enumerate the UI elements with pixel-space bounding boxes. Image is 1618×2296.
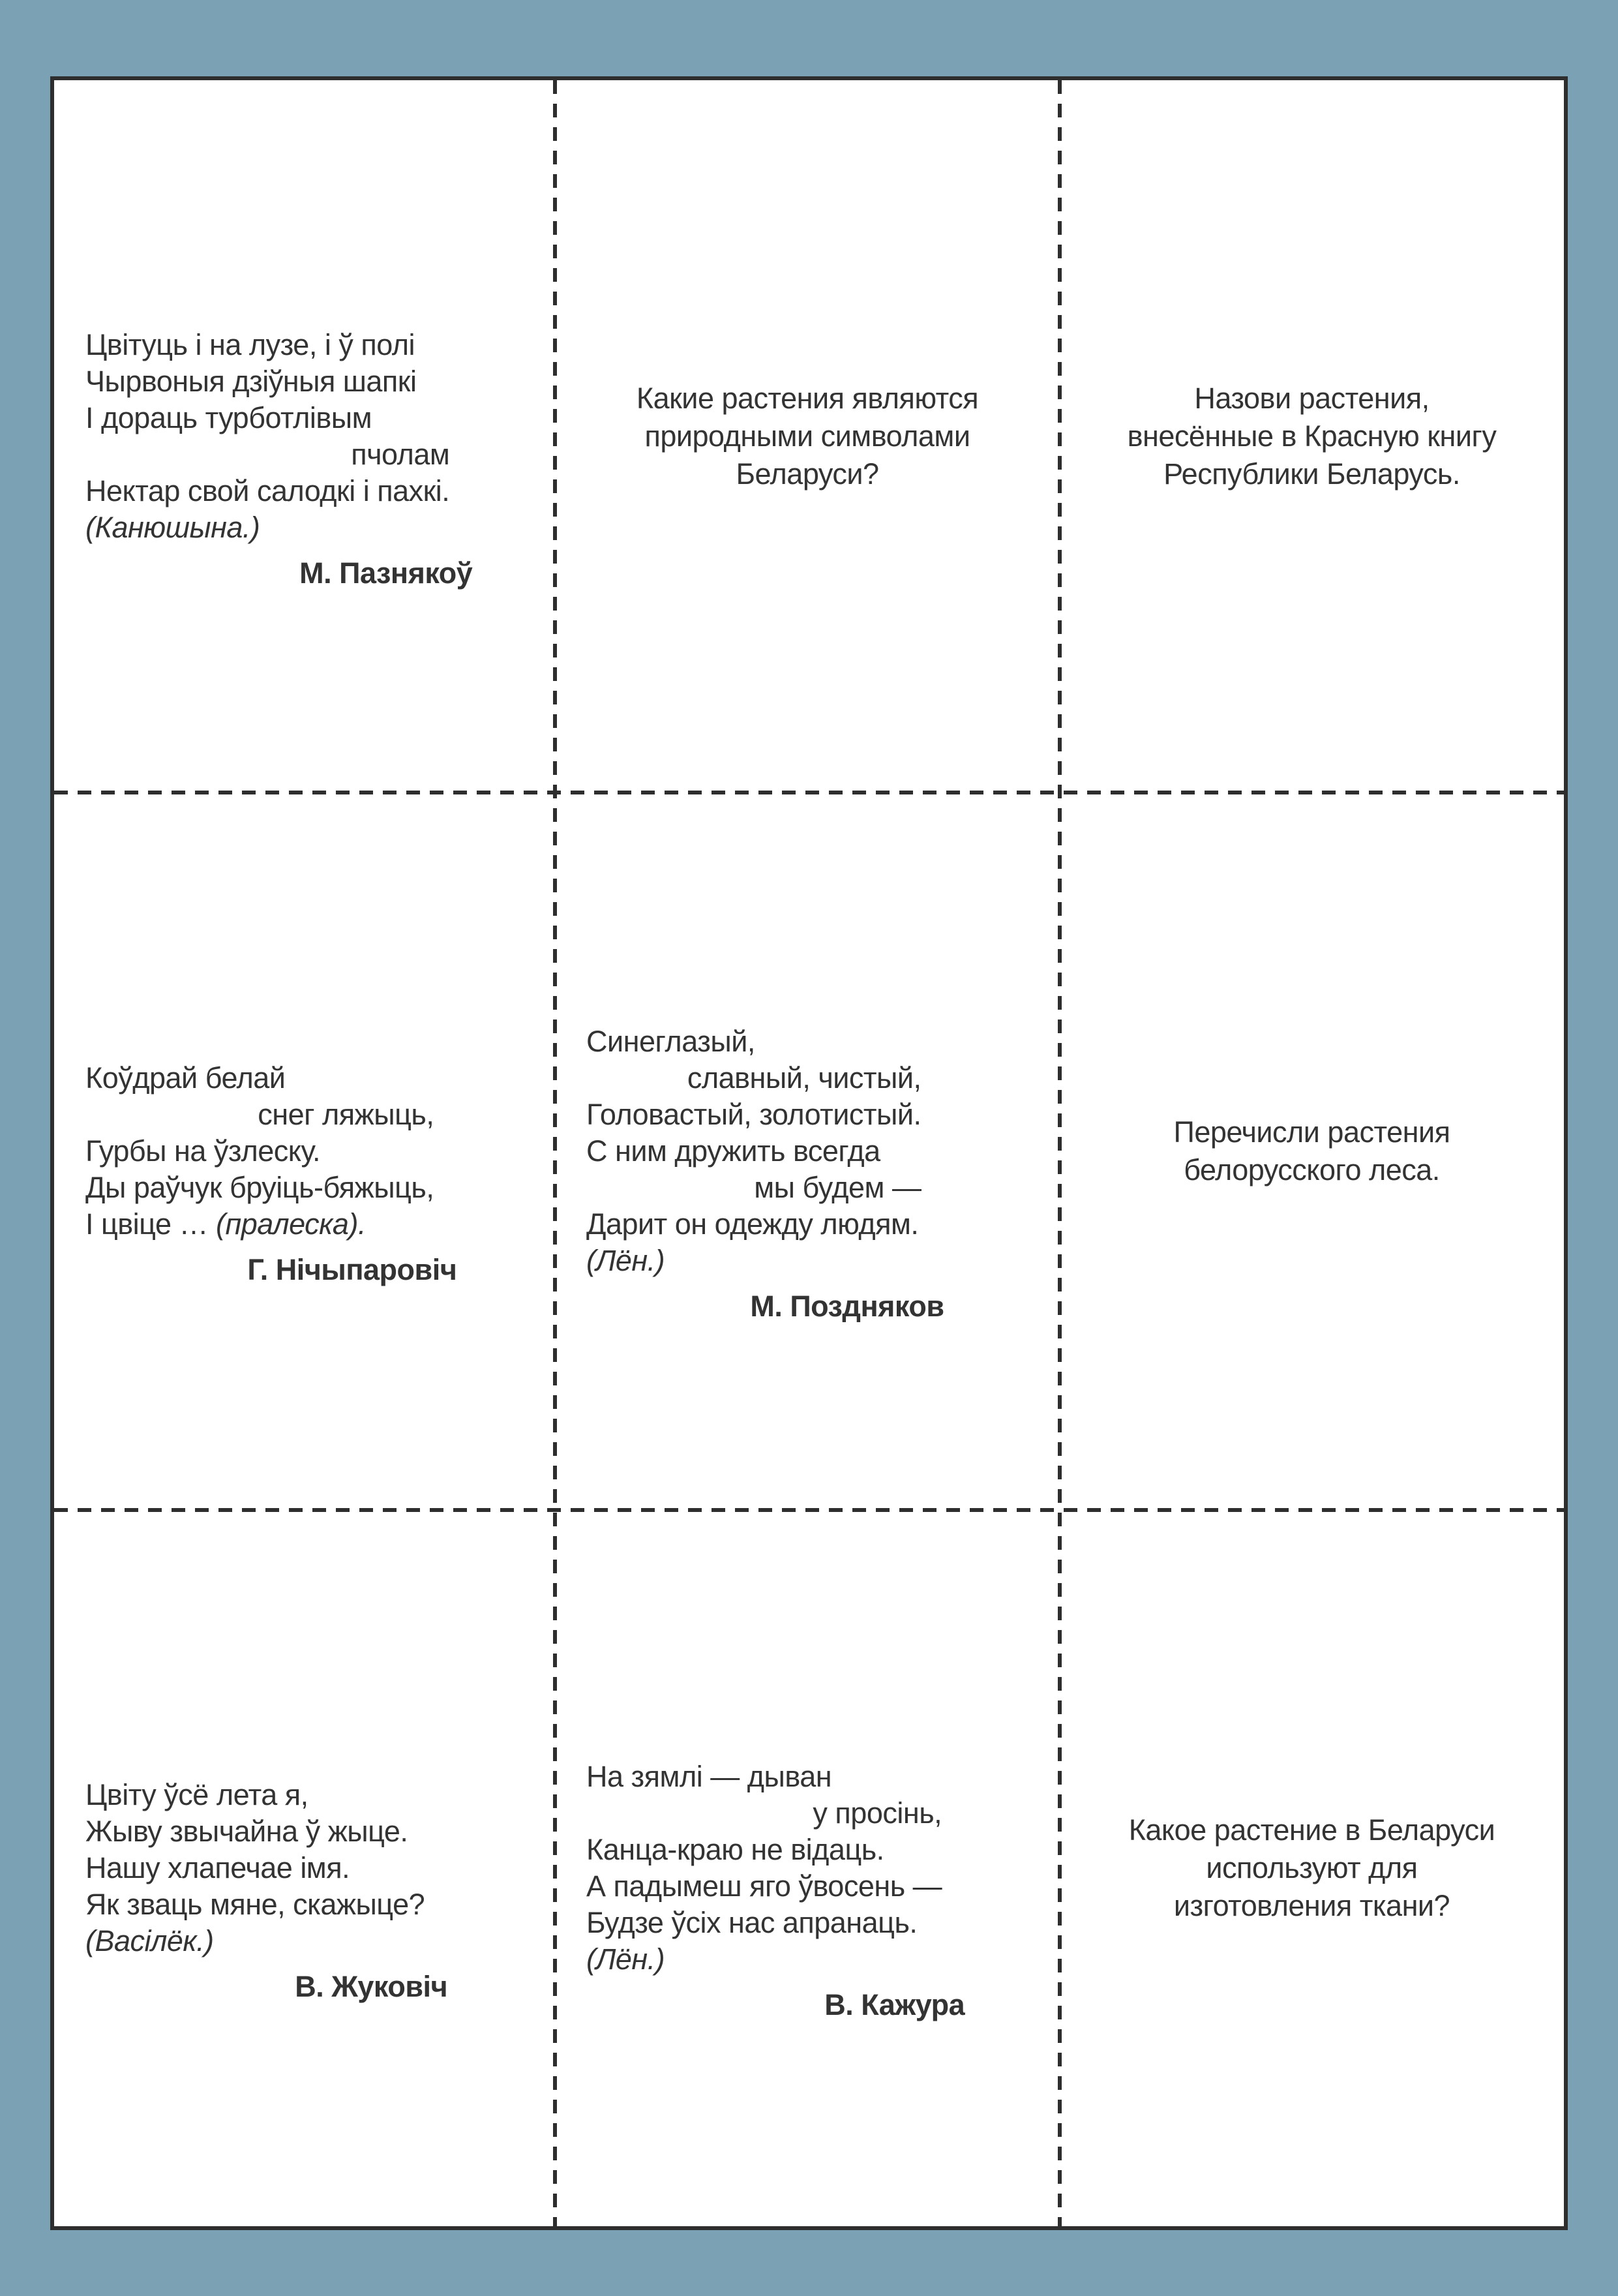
poem-line: мы будем — bbox=[754, 1171, 921, 1204]
vertical-cut-line-1 bbox=[553, 80, 557, 2226]
poem-line: Жыву звычайна ў жыце. bbox=[85, 1815, 408, 1848]
poem-line: Нектар свой салодкі і пахкі. bbox=[85, 474, 450, 507]
question-card-2 bbox=[555, 80, 1060, 793]
poem-text-block bbox=[85, 1060, 457, 1288]
card-sheet-page bbox=[50, 76, 1568, 2230]
poem-author: Г. Нічыпаровіч bbox=[247, 1253, 457, 1286]
poem-author: В. Кажура bbox=[824, 1988, 965, 2021]
poem-line: Чырвоныя дзіўныя шапкі bbox=[85, 365, 417, 398]
poem-line: Цвітуць і на лузе, і ў полі bbox=[85, 328, 415, 361]
poem-line: (Канюшына.) bbox=[85, 511, 260, 544]
poem-text-block bbox=[586, 1023, 944, 1325]
poem-line-part: І цвіце … bbox=[85, 1207, 216, 1241]
vertical-cut-line-2 bbox=[1058, 80, 1062, 2226]
poem-line-part: (пралеска). bbox=[215, 1207, 366, 1241]
poem-line: Гурбы на ўзлеску. bbox=[85, 1134, 320, 1168]
poem-line: Цвіту ўсё лета я, bbox=[85, 1778, 308, 1811]
poem-line: Головастый, золотистый. bbox=[586, 1098, 921, 1131]
question-line: внесённые в Красную книгу bbox=[1127, 419, 1497, 453]
poem-card-8 bbox=[555, 1510, 1060, 2226]
poem-card-4 bbox=[54, 793, 555, 1510]
question-line: Какие растения являются bbox=[636, 382, 979, 415]
poem-card-1 bbox=[54, 80, 555, 793]
question-text-block bbox=[1174, 1113, 1450, 1189]
poem-line: Канца-краю не відаць. bbox=[586, 1833, 884, 1866]
poem-text-block bbox=[85, 1777, 448, 2005]
question-line: Назови растения, bbox=[1194, 382, 1430, 415]
poem-line: Як зваць мяне, скажыце? bbox=[85, 1888, 425, 1921]
horizontal-cut-line-1 bbox=[54, 791, 1564, 794]
question-card-9 bbox=[1060, 1510, 1564, 2226]
poem-line: у просінь, bbox=[813, 1796, 942, 1830]
poem-line: (Васілёк.) bbox=[85, 1924, 214, 1957]
poem-line: С ним дружить всегда bbox=[586, 1134, 880, 1168]
poem-line: На зямлі — дыван bbox=[586, 1760, 832, 1793]
question-text-block bbox=[637, 380, 978, 493]
poem-line bbox=[85, 1206, 434, 1243]
poem-line: (Лён.) bbox=[586, 1244, 665, 1277]
poem-line: І дораць турботлівым bbox=[85, 401, 372, 434]
question-line: Перечисли растения bbox=[1173, 1115, 1450, 1149]
question-line: белорусского леса. bbox=[1184, 1153, 1440, 1186]
question-line: природными символами bbox=[644, 419, 970, 453]
poem-line: славный, чистый, bbox=[687, 1061, 921, 1095]
poem-line: Дарит он одежду людям. bbox=[586, 1207, 919, 1241]
poem-card-7 bbox=[54, 1510, 555, 2226]
poem-line: Коўдрай белай bbox=[85, 1061, 286, 1095]
poem-author: М. Пазнякоў bbox=[299, 556, 473, 590]
poem-line: снег ляжыць, bbox=[258, 1098, 434, 1131]
question-card-6 bbox=[1060, 793, 1564, 1510]
poem-author: М. Поздняков bbox=[750, 1290, 944, 1323]
question-line: используют для bbox=[1206, 1851, 1418, 1884]
poem-line: Будзе ўсіх нас апранаць. bbox=[586, 1906, 918, 1939]
question-line: Республики Беларусь. bbox=[1163, 457, 1460, 491]
poem-text-block bbox=[85, 327, 473, 592]
poem-line: пчолам bbox=[351, 438, 450, 471]
poem-text-block bbox=[586, 1759, 965, 2023]
question-card-3 bbox=[1060, 80, 1564, 793]
poem-line: А падымеш яго ўвосень — bbox=[586, 1869, 942, 1903]
poem-author: В. Жуковіч bbox=[295, 1970, 448, 2003]
poem-card-5 bbox=[555, 793, 1060, 1510]
question-line: изготовления ткани? bbox=[1173, 1889, 1450, 1922]
poem-line: Ды раўчук бруіць-бяжыць, bbox=[85, 1171, 434, 1204]
question-text-block bbox=[1128, 380, 1497, 493]
poem-line: Синеглазый, bbox=[586, 1025, 755, 1058]
poem-line: (Лён.) bbox=[586, 1942, 665, 1976]
card-grid bbox=[54, 80, 1564, 2226]
question-line: Беларуси? bbox=[736, 457, 879, 491]
poem-line: Нашу хлапечае імя. bbox=[85, 1851, 350, 1884]
question-line: Какое растение в Беларуси bbox=[1128, 1813, 1495, 1847]
question-text-block bbox=[1129, 1811, 1495, 1925]
horizontal-cut-line-2 bbox=[54, 1508, 1564, 1512]
